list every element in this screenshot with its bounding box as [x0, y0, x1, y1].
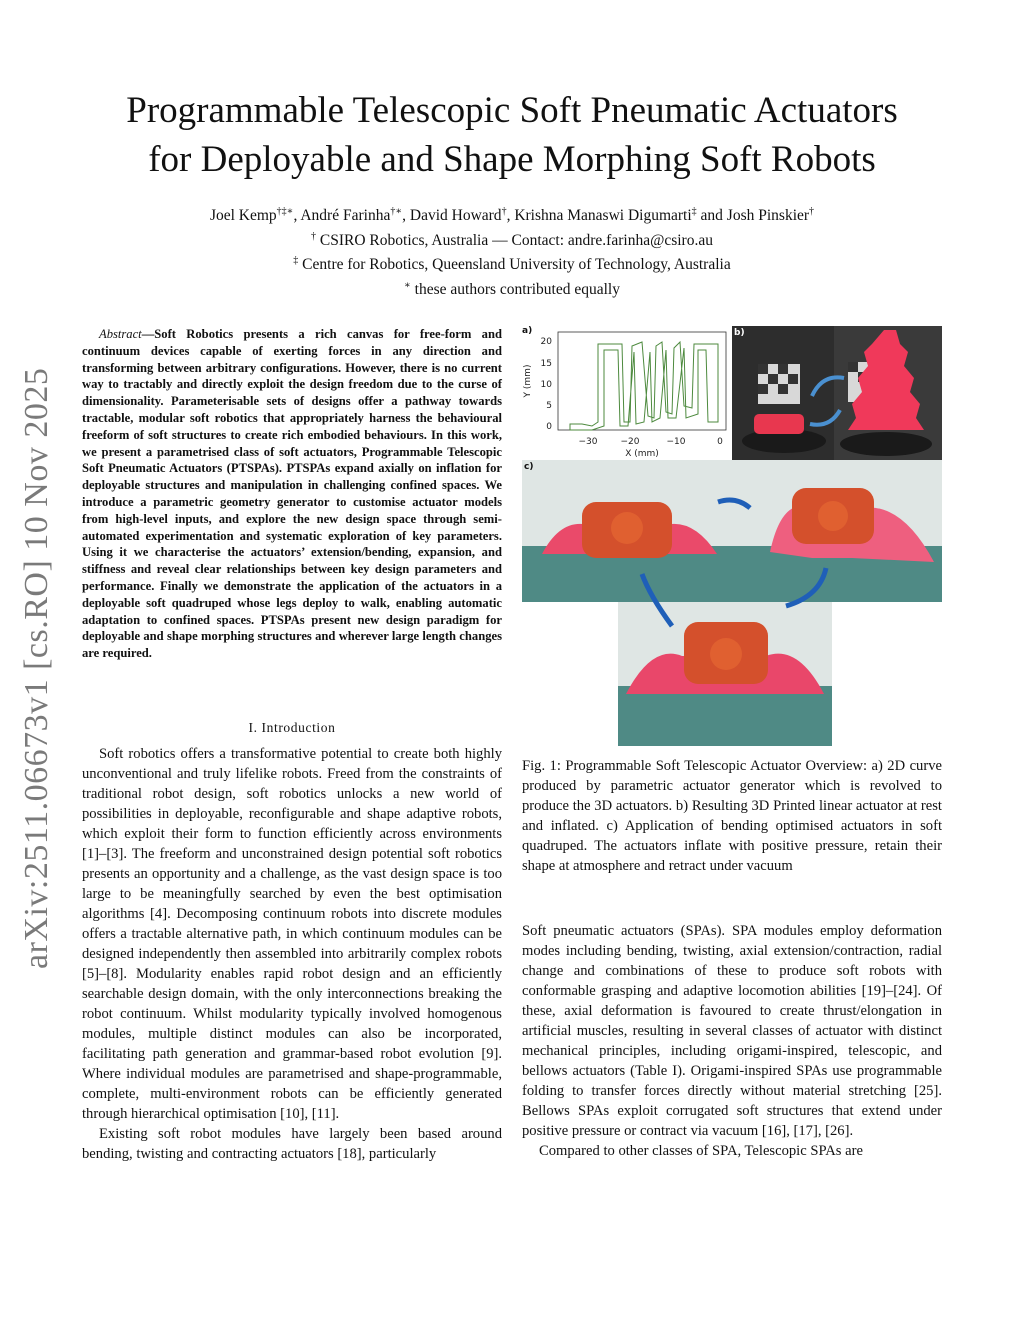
panel-label-c: c): [524, 462, 534, 472]
author-4-marks: ‡: [691, 206, 697, 217]
ytick-1: 15: [540, 359, 552, 369]
ytick-0: 20: [540, 337, 552, 347]
xtick-0: −30: [578, 437, 598, 447]
actuator-rest-shape: [754, 414, 804, 434]
author-1-marks: †‡∗: [276, 206, 294, 217]
author-2-marks: †∗: [390, 206, 403, 217]
introduction-text: [82, 744, 502, 1164]
right-paragraph-2: Compared to other classes of SPA, Telescopic SPAs are: [539, 1143, 863, 1159]
xtick-2: −10: [666, 437, 686, 447]
panel-c-photos: [522, 460, 942, 746]
paper-title: [60, 86, 964, 184]
title-line-1: Programmable Telescopic Soft Pneumatic Actuators: [126, 90, 898, 131]
author-list: [60, 202, 964, 227]
author-5: and Josh Pinskier: [696, 207, 810, 225]
panel-b-photos: [732, 326, 942, 460]
affiliation-1: [60, 227, 964, 252]
author-1: Joel Kemp: [209, 207, 277, 225]
affiliation-2: [60, 251, 964, 276]
x-axis-label: X (mm): [625, 449, 659, 459]
title-line-2: for Deployable and Shape Morphing Soft Robots: [148, 139, 876, 180]
affiliation-1-text: CSIRO Robotics, Australia — Contact: andre.farinha@csiro.au: [316, 231, 713, 249]
right-column-text: [522, 921, 942, 1161]
author-3: , David Howard: [402, 207, 502, 225]
affiliation-2-mark: ‡: [293, 255, 299, 267]
intro-paragraph-1: Soft robotics offers a transformative potential to create both highly unconventional and truly lifelike robots. Freed from the constraints of traditional robot design, soft robotics unlocks a new world of possibilities in deployable, reconfigurable and shape adaptive robots, which exploit their form to function efficiently across environments [1]–[3]. The freeform and unconstrained design potential soft robotics presents an opportunity and a challenge, as the vast design space is too large to be meaningfully searched by even the best optimisation algorithms [4]. Decomposing continuum robots into discrete modules offers a tractable alternative path, in which continuum modules can be designed independently then assembled into arbitrarily complex robots [5]–[8]. Modularity enables rapid robot design and an efficiently searchable design domain, with the only interconnections breaking the robot continuum. Whilst modularity typically involved homogenous modules, multiple distinct modules can also be incorporated, facilitating path generation and grammar-based robot evolution [9]. Where individual modules are parametrised and shape-programmable, complete, multi-environment robots can be efficiently generated through hierarchical optimisation [10], [11].: [82, 746, 502, 1122]
figure-1-caption: [522, 756, 942, 876]
figure-1: [522, 326, 942, 746]
author-2: , André Farinha: [293, 207, 391, 225]
panel-label-a: a): [522, 326, 533, 336]
caption-text: Fig. 1: Programmable Soft Telescopic Actuator Overview: a) 2D curve produced by parametric actuator generator which is revolved to produce the 3D actuators. b) Resulting 3D Printed linear actuator at rest and inflated. c) Application of bending optimised actuators in soft quadruped. The actuators inflate with positive pressure, retain their shape at atmosphere and retract under vacuum: [522, 758, 942, 874]
right-paragraph-1: Soft pneumatic actuators (SPAs). SPA modules employ deformation modes including bending, twisting, axial extension/contraction, radial change and combinations of these to produce soft robots with conformable grasping and adaptive locomotion abilities [19]–[24]. Of these, axial deformation is favoured to create thrust/elongation in artificial muscles, resulting in several classes of actuator with distinct mechanical principles, including origami-inspired, telescopic, and bellows actuators (Table I). Origami-inspired SPAs use programmable folding to transfer forces directly without material stretching [25]. Bellows SPAs exploit corrugated soft structures that extend under positive pressure or contract via vacuum [16], [17], [26].: [522, 923, 942, 1139]
author-5-marks: †: [809, 206, 815, 217]
arxiv-identifier: arXiv:2511.06673v1 [cs.RO] 10 Nov 2025: [18, 367, 55, 969]
section-heading-introduction: I. Introduction: [248, 720, 336, 735]
affiliation-2-text: Centre for Robotics, Queensland University of Technology, Australia: [298, 256, 731, 274]
y-axis-label: Y (mm): [523, 364, 533, 398]
panel-a-plot: [523, 332, 726, 459]
ytick-4: 0: [546, 422, 552, 432]
ytick-3: 5: [546, 401, 552, 411]
abstract-text: —Soft Robotics presents a rich canvas for free-form and continuum devices capable of exerting forces in any direction and transforming between arbitrary configurations. However, there is no current way to tractably and directly exploit the design freedom due to the curse of dimensionality. Parameterisable sets of designs offer a pathway towards tractable, modular soft robotics that appropriately harness the behavioural freeform of soft structures to create rich embodied behaviours. In this work, we present a parametrised class of soft actuators, Programmable Telescopic Soft Pneumatic Actuators (PTSPAs). PTSPAs expand axially on inflation for deployable structures and manipulation in challenging confined spaces. We introduce a parametric geometry generator to customise actuator models from high-level inputs, and explore the new design space through semi-automated experimentation and systematic exploration of key parameters. Using it we characterise the actuators’ extension/bending, expansion, and stiffness and reveal clear relationships between key design parameters and performance. Finally we demonstrate the application of the actuators in a deployable soft quadruped whose legs deploy to walk, enabling automatic adaptation to confined spaces. PTSPAs present new design paradigm for deployable and shape morphing structures and wherever large length changes are required.: [82, 327, 502, 661]
equal-contribution-mark: ∗: [404, 279, 411, 291]
xtick-1: −20: [620, 437, 640, 447]
author-3-marks: †: [501, 206, 507, 217]
x-ticks: [579, 437, 724, 447]
author-block: [60, 202, 964, 301]
equal-contribution-note: [60, 276, 964, 301]
affiliation-1-mark: †: [311, 230, 317, 242]
ytick-2: 10: [540, 380, 552, 390]
y-ticks: [541, 337, 553, 432]
intro-paragraph-2: Existing soft robot modules have largely been based around bending, twisting and contracting actuators [18], particularly: [82, 1126, 502, 1162]
xtick-3: 0: [717, 437, 723, 447]
author-4: , Krishna Manaswi Digumarti: [506, 207, 692, 225]
equal-contribution-text: these authors contributed equally: [410, 281, 620, 299]
abstract-label: Abstract: [99, 327, 142, 341]
figure-1-graphic: [522, 326, 942, 746]
panel-label-b: b): [734, 328, 745, 338]
abstract: [82, 326, 502, 662]
